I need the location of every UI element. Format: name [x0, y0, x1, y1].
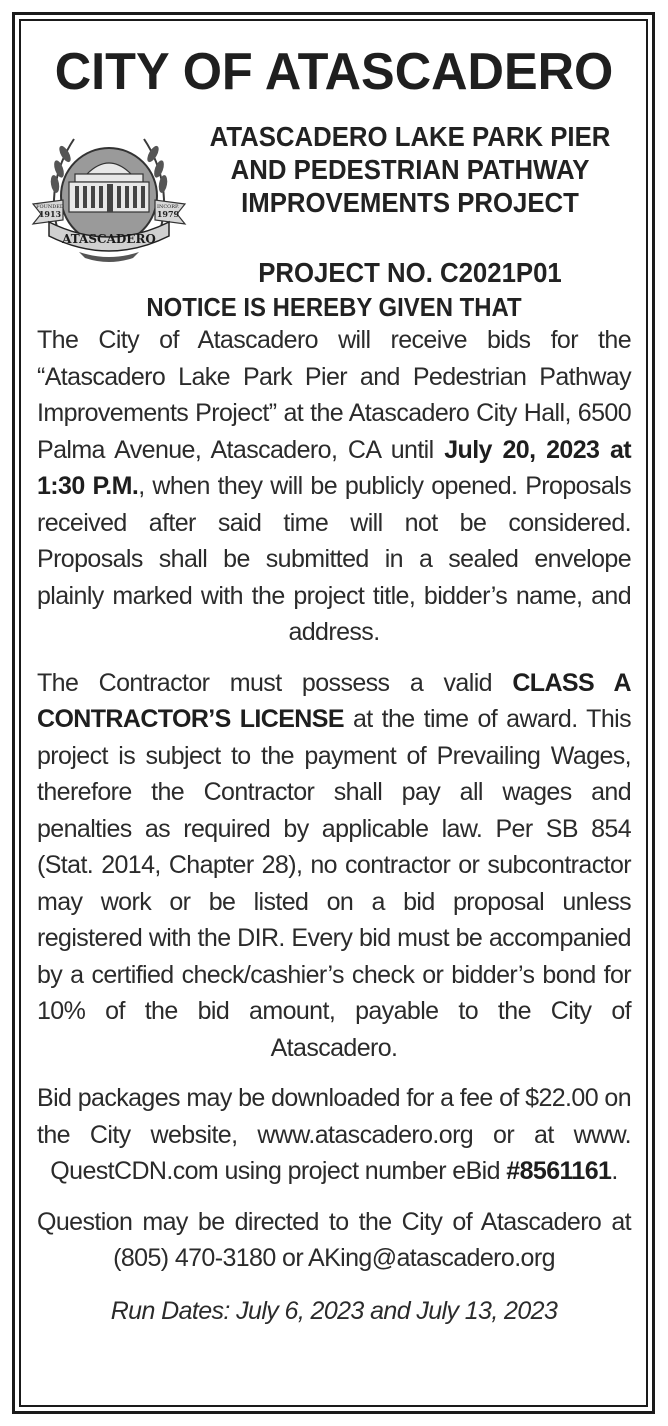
license-text: The Contractor must possess a valid [37, 668, 513, 697]
license-text-continued: at the time of award. This project is subject to the payment of Prevailing Wages, therefore the Contractor shall pay all wages and penalties as required by applicable law. Per SB 854 (Stat. 2014, Chapter 28), no contractor or subcontractor may work or be listed on a bid proposal unless registered with the DIR. Every bid must be accompanied by a certified check/cashier’s check or bidder’s bond for 10% of the bid amount, payable to the City of Atascadero. [37, 705, 631, 1062]
project-title [203, 120, 617, 219]
license-class: CLASS A CONTRACTOR’S LICENSE [37, 668, 631, 733]
city-title: CITY OF ATASCADERO [54, 43, 614, 101]
bid-package-period: . [611, 1157, 618, 1185]
project-title-line: AND PEDESTRIAN PATHWAY [230, 154, 590, 185]
bid-text: The City of Atascadero will receive bids for the “Atascadero Lake Park Pier and Pedestrian Pathway Improvements Project” at the Atascadero City Hall, 6500 Palma Avenue, Atascadero, CA until [37, 326, 631, 464]
header-row [37, 118, 631, 318]
ebid-number: #8561161 [506, 1157, 612, 1185]
run-dates: Run Dates: July 6, 2023 and July 13, 2023 [110, 1296, 558, 1325]
bid-package-paragraph [37, 1080, 631, 1190]
notice-content [37, 30, 631, 1329]
incorporated-label: INCORP. [157, 204, 179, 210]
bid-text-continued: , when they will be publicly opened. Proposals received after said time will not be considered. Proposals shall be submitted in a sealed envelope plainly marked with the project title, bidder’s name, and address. [37, 472, 631, 646]
license-paragraph [37, 665, 631, 1067]
incorporated-year: 1979 [156, 209, 180, 219]
bid-deadline: July 20, 2023 at 1:30 P.M. [37, 435, 631, 500]
city-seal-icon [29, 124, 189, 264]
founded-year: 1913 [38, 209, 62, 219]
seal-banner-text: ATASCADERO [62, 232, 156, 246]
notice-heading: NOTICE IS HEREBY GIVEN THAT [146, 292, 522, 322]
project-title-line: ATASCADERO LAKE PARK PIER [209, 121, 611, 152]
project-title-line: IMPROVEMENTS PROJECT [241, 187, 579, 218]
bid-package-text: Bid packages may be downloaded for a fee of $22.00 on the City website, www.atascadero.org or at www. QuestCDN.com using project number eBid [37, 1084, 631, 1185]
contact-paragraph: Question may be directed to the City of Atascadero at (805) 470-3180 or AKing@atascadero.org [37, 1207, 631, 1272]
project-number: PROJECT NO. C2021P01 [258, 257, 562, 288]
bid-paragraph [37, 322, 631, 651]
founded-label: FOUNDED [36, 204, 64, 210]
